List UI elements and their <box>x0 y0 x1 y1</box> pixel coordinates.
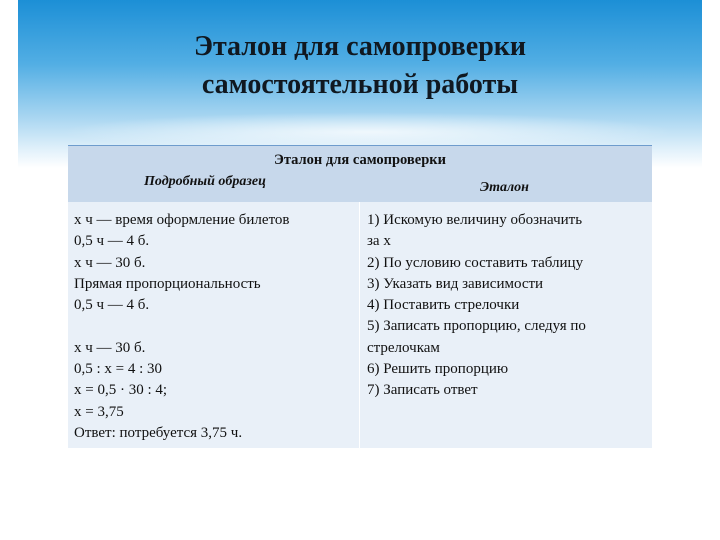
sample-answer-line: Ответ: потребуется 3,75 ч. <box>74 424 243 441</box>
sample-line: x = 3,75 <box>74 403 124 420</box>
sample-line: 0,5 : x = 4 : 30 <box>74 361 163 378</box>
step-line: 1) Искомую величину обозначить <box>367 212 583 228</box>
slide-title-line-2: самостоятельной работы <box>201 69 519 100</box>
table-body <box>68 202 652 448</box>
sample-blank-line <box>74 316 354 337</box>
slide-title-line-1: Эталон для самопроверки <box>193 31 527 62</box>
table-caption: Эталон для самопроверки <box>274 152 446 168</box>
table-header <box>68 145 652 202</box>
self-check-table <box>68 145 652 448</box>
step-line: 3) Указать вид зависимости <box>367 275 544 292</box>
sample-line: Прямая пропорциональность <box>74 275 261 292</box>
column-divider <box>359 202 360 448</box>
standard-steps-cell <box>367 210 649 402</box>
sample-line: x ч — 30 б. <box>74 254 146 271</box>
sample-line: 0,5 ч — 4 б. <box>74 297 150 314</box>
sample-line: x ч — 30 б. <box>74 339 146 356</box>
step-line: 7) Записать ответ <box>367 382 478 399</box>
step-line: за x <box>367 233 391 250</box>
step-line: 4) Поставить стрелочки <box>367 297 520 314</box>
sample-line: x = 0,5 · 30 : 4; <box>74 382 168 399</box>
sample-line: 0,5 ч — 4 б. <box>74 233 150 250</box>
column-header-standard: Эталон <box>480 180 529 195</box>
step-line: 2) По условию составить таблицу <box>367 254 584 271</box>
sample-line: x ч — время оформление билетов <box>74 212 290 228</box>
detailed-sample-cell <box>74 210 354 444</box>
slide-title <box>18 28 702 104</box>
column-header-detailed-sample: Подробный образец <box>144 174 266 189</box>
step-line: 6) Решить пропорцию <box>367 361 509 378</box>
step-line: 5) Записать пропорцию, следуя по <box>367 318 586 335</box>
step-line: стрелочкам <box>367 339 440 356</box>
